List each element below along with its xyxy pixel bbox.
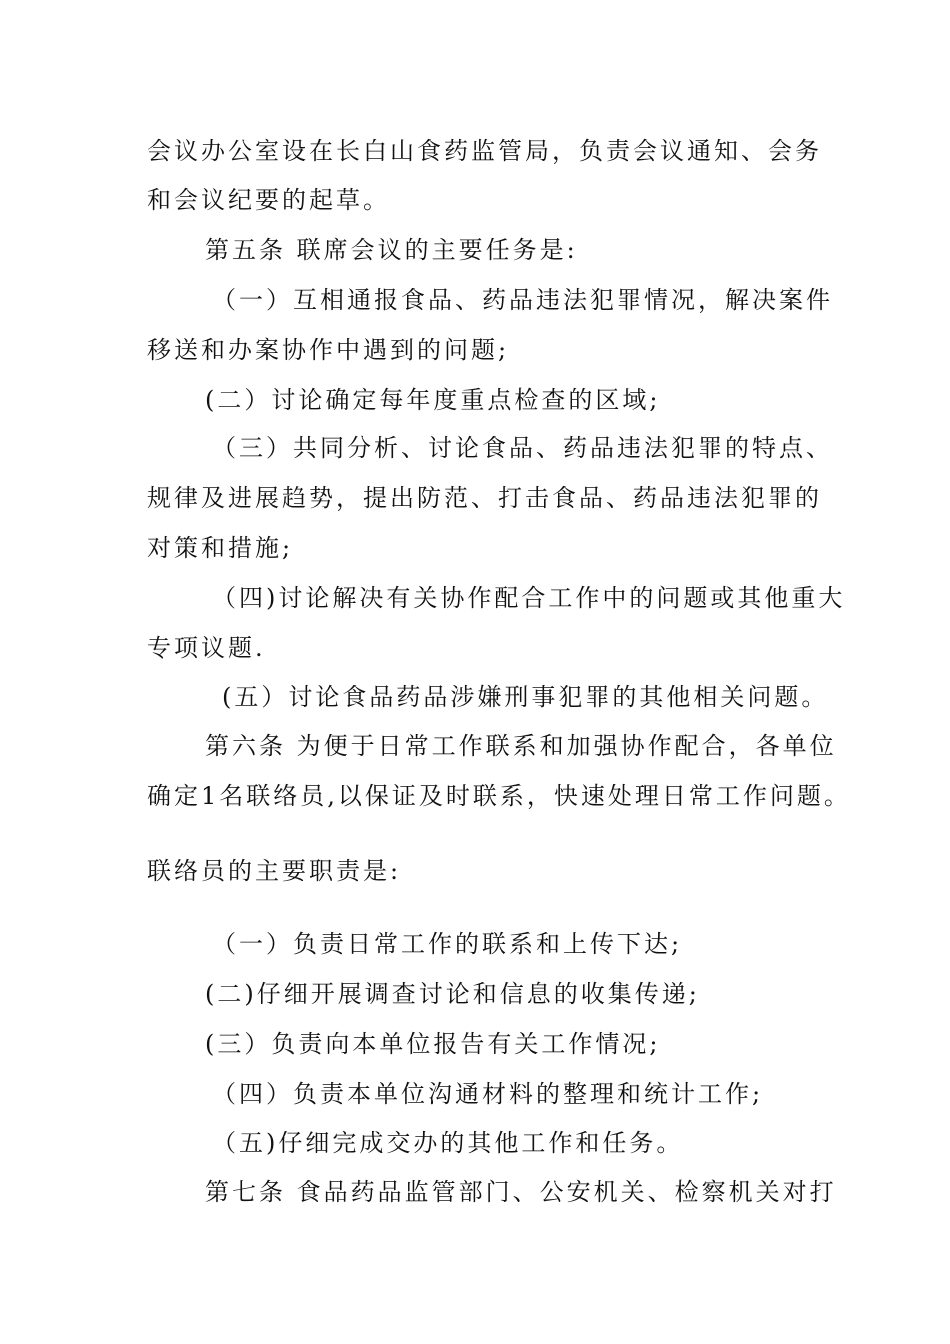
article-5-heading: 第五条 联席会议的主要任务是: <box>205 236 578 264</box>
duty-item-3: (三）负责向本单位报告有关工作情况; <box>205 1030 661 1058</box>
list-item-3-continuation-2: 对策和措施; <box>147 534 294 562</box>
list-item-1-continuation: 移送和办案协作中遇到的问题; <box>147 336 510 364</box>
article-6-heading: 第六条 为便于日常工作联系和加强协作配合，各单位 <box>205 732 837 760</box>
duty-item-2: (二)仔细开展调查讨论和信息的收集传递; <box>205 980 700 1008</box>
list-item-4-continuation: 专项议题. <box>147 634 266 662</box>
list-item-2: (二）讨论确定每年度重点检查的区域; <box>205 386 661 414</box>
liaison-duties-heading: 联络员的主要职责是: <box>147 857 402 885</box>
article-6-continuation: 确定1名联络员,以保证及时联系，快速处理日常工作问题。 <box>147 782 851 810</box>
duty-item-4: （四）负责本单位沟通材料的整理和统计工作; <box>212 1080 764 1108</box>
duty-item-5: （五)仔细完成交办的其他工作和任务。 <box>212 1129 684 1157</box>
list-item-1: （一）互相通报食品、药品违法犯罪情况，解决案件 <box>212 286 833 314</box>
paragraph-line-1: 会议办公室设在长白山食药监管局，负责会议通知、会务 <box>147 137 822 165</box>
list-item-3-continuation: 规律及进展趋势，提出防范、打击食品、药品违法犯罪的 <box>147 484 822 512</box>
article-7-heading: 第七条 食品药品监管部门、公安机关、检察机关对打 <box>205 1178 837 1206</box>
duty-item-1: （一）负责日常工作的联系和上传下达; <box>212 930 683 958</box>
list-item-4: （四)讨论解决有关协作配合工作中的问题或其他重大 <box>212 584 846 612</box>
list-item-3: （三）共同分析、讨论食品、药品违法犯罪的特点、 <box>212 434 833 462</box>
list-item-5: (五）讨论食品药品涉嫌刑事犯罪的其他相关问题。 <box>222 683 829 711</box>
paragraph-line-2: 和会议纪要的起草。 <box>147 186 390 214</box>
